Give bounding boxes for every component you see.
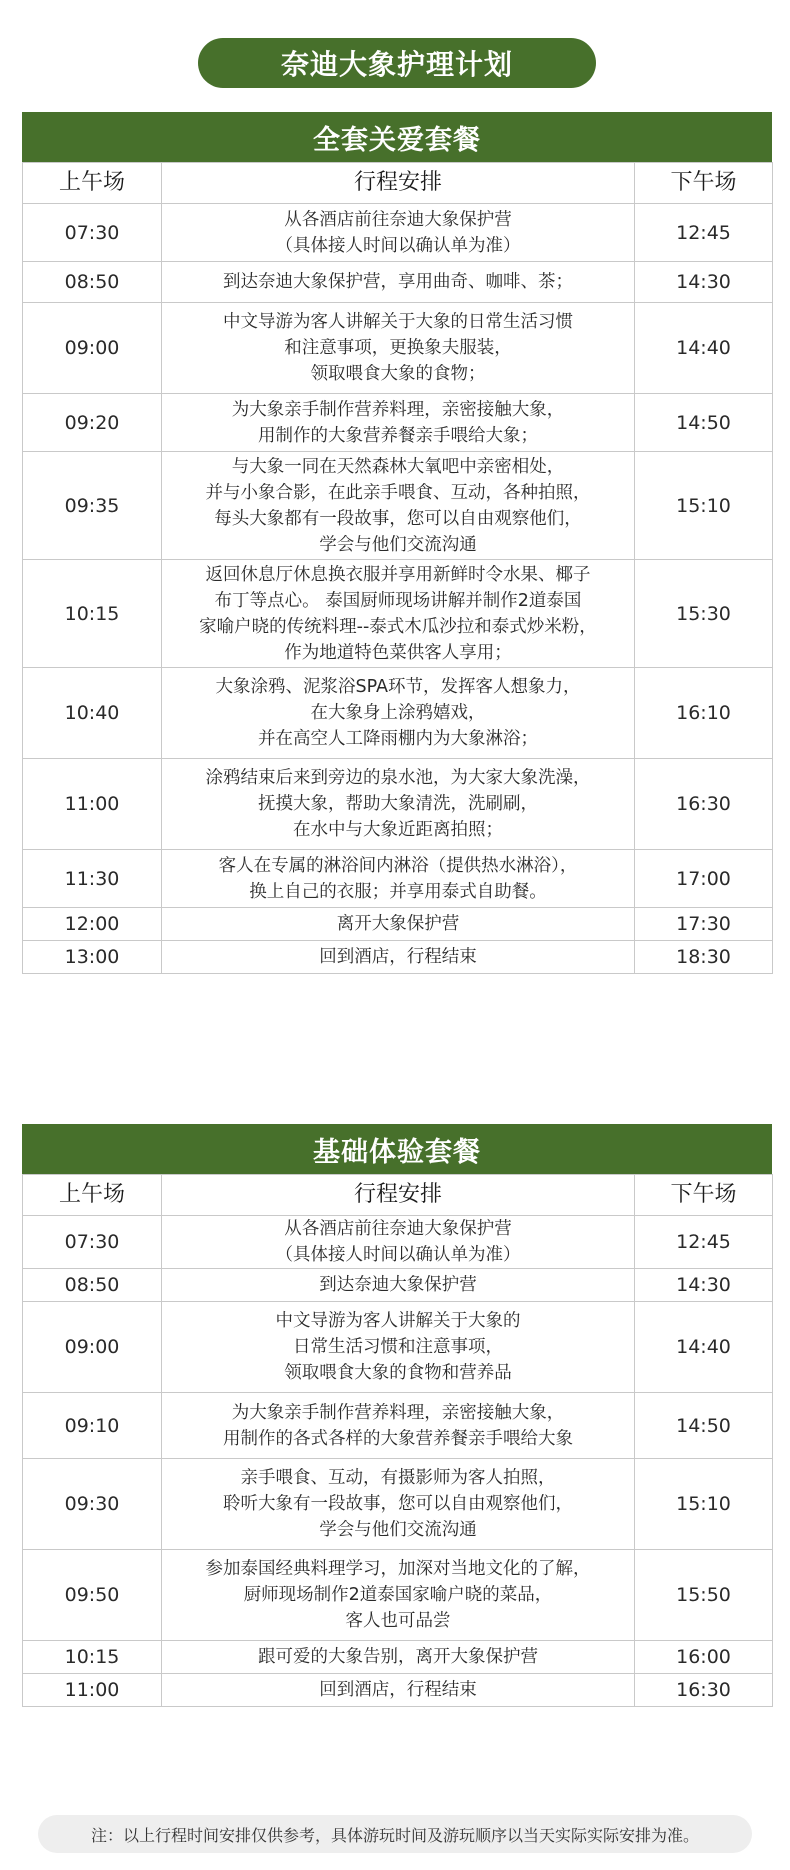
itinerary-text: 到达奈迪大象保护营 (162, 1269, 635, 1302)
am-time: 09:35 (23, 452, 162, 560)
table-row (23, 1216, 773, 1269)
pm-time: 15:30 (635, 560, 773, 668)
am-time: 12:00 (23, 908, 162, 941)
table-row (23, 262, 773, 303)
package-basic-experience (22, 1124, 772, 1707)
itinerary-text: 跟可爱的大象告别，离开大象保护营 (162, 1641, 635, 1674)
pm-time: 15:10 (635, 452, 773, 560)
am-time: 09:00 (23, 303, 162, 394)
package-title: 基础体验套餐 (22, 1124, 772, 1174)
itinerary-text: 中文导游为客人讲解关于大象的 日常生活习惯和注意事项， 领取喂食大象的食物和营养品 (162, 1302, 635, 1393)
pm-time: 14:40 (635, 303, 773, 394)
table-row (23, 1302, 773, 1393)
header-am: 上午场 (23, 1175, 162, 1216)
pm-time: 16:00 (635, 1641, 773, 1674)
schedule-table (22, 1174, 773, 1707)
header-am: 上午场 (23, 163, 162, 204)
am-time: 09:50 (23, 1550, 162, 1641)
table-row (23, 850, 773, 908)
table-row (23, 759, 773, 850)
pm-time: 16:10 (635, 668, 773, 759)
itinerary-text: 客人在专属的淋浴间内淋浴（提供热水淋浴）， 换上自己的衣服；并享用泰式自助餐。 (162, 850, 635, 908)
am-time: 09:10 (23, 1393, 162, 1459)
table-header-row (23, 163, 773, 204)
header-itinerary: 行程安排 (162, 163, 635, 204)
table-row (23, 908, 773, 941)
table-row (23, 941, 773, 974)
itinerary-text: 回到酒店，行程结束 (162, 1674, 635, 1707)
am-time: 11:00 (23, 1674, 162, 1707)
itinerary-text: 回到酒店，行程结束 (162, 941, 635, 974)
itinerary-text: 亲手喂食、互动，有摄影师为客人拍照， 聆听大象有一段故事，您可以自由观察他们， 学会与他们交流沟通 (162, 1459, 635, 1550)
itinerary-text: 离开大象保护营 (162, 908, 635, 941)
package-title: 全套关爱套餐 (22, 112, 772, 162)
table-header-row (23, 1175, 773, 1216)
table-row (23, 1674, 773, 1707)
pm-time: 15:10 (635, 1459, 773, 1550)
pm-time: 12:45 (635, 204, 773, 262)
pm-time: 17:30 (635, 908, 773, 941)
pm-time: 14:50 (635, 1393, 773, 1459)
itinerary-text: 为大象亲手制作营养料理，亲密接触大象， 用制作的各式各样的大象营养餐亲手喂给大象 (162, 1393, 635, 1459)
package-full-care (22, 112, 772, 974)
am-time: 13:00 (23, 941, 162, 974)
table-row (23, 1550, 773, 1641)
am-time: 09:30 (23, 1459, 162, 1550)
am-time: 10:40 (23, 668, 162, 759)
itinerary-text: 从各酒店前往奈迪大象保护营 （具体接人时间以确认单为准） (162, 1216, 635, 1269)
pm-time: 16:30 (635, 1674, 773, 1707)
footnote: 注：以上行程时间安排仅供参考，具体游玩时间及游玩顺序以当天实际实际安排为准。 (38, 1815, 752, 1853)
table-row (23, 1459, 773, 1550)
itinerary-text: 返回休息厅休息换衣服并享用新鲜时令水果、椰子 布丁等点心。 泰国厨师现场讲解并制作2道泰国 家喻户晓的传统料理--泰式木瓜沙拉和泰式炒米粉， 作为地道特色菜供客人享用； (162, 560, 635, 668)
header-itinerary: 行程安排 (162, 1175, 635, 1216)
itinerary-text: 从各酒店前往奈迪大象保护营 （具体接人时间以确认单为准） (162, 204, 635, 262)
table-row (23, 1269, 773, 1302)
itinerary-text: 大象涂鸦、泥浆浴SPA环节，发挥客人想象力， 在大象身上涂鸦嬉戏， 并在高空人工降雨棚内为大象淋浴； (162, 668, 635, 759)
am-time: 09:00 (23, 1302, 162, 1393)
am-time: 08:50 (23, 262, 162, 303)
itinerary-text: 涂鸦结束后来到旁边的泉水池，为大家大象洗澡， 抚摸大象，帮助大象清洗，洗刷刷， 在水中与大象近距离拍照； (162, 759, 635, 850)
itinerary-text: 中文导游为客人讲解关于大象的日常生活习惯 和注意事项，更换象夫服装， 领取喂食大象的食物； (162, 303, 635, 394)
header-pm: 下午场 (635, 1175, 773, 1216)
pm-time: 14:30 (635, 262, 773, 303)
am-time: 10:15 (23, 560, 162, 668)
header-pm: 下午场 (635, 163, 773, 204)
itinerary-text: 参加泰国经典料理学习，加深对当地文化的了解， 厨师现场制作2道泰国家喻户晓的菜品， 客人也可品尝 (162, 1550, 635, 1641)
table-row (23, 1393, 773, 1459)
itinerary-text: 为大象亲手制作营养料理，亲密接触大象， 用制作的大象营养餐亲手喂给大象； (162, 394, 635, 452)
table-row (23, 394, 773, 452)
pm-time: 14:50 (635, 394, 773, 452)
page-title: 奈迪大象护理计划 (198, 38, 596, 88)
am-time: 09:20 (23, 394, 162, 452)
am-time: 11:00 (23, 759, 162, 850)
table-row (23, 1641, 773, 1674)
table-row (23, 452, 773, 560)
schedule-table (22, 162, 773, 974)
pm-time: 18:30 (635, 941, 773, 974)
am-time: 07:30 (23, 1216, 162, 1269)
table-row (23, 303, 773, 394)
itinerary-text: 到达奈迪大象保护营，享用曲奇、咖啡、茶； (162, 262, 635, 303)
pm-time: 14:40 (635, 1302, 773, 1393)
pm-time: 17:00 (635, 850, 773, 908)
pm-time: 16:30 (635, 759, 773, 850)
pm-time: 14:30 (635, 1269, 773, 1302)
table-row (23, 668, 773, 759)
pm-time: 12:45 (635, 1216, 773, 1269)
am-time: 10:15 (23, 1641, 162, 1674)
table-row (23, 560, 773, 668)
am-time: 08:50 (23, 1269, 162, 1302)
itinerary-text: 与大象一同在天然森林大氧吧中亲密相处， 并与小象合影，在此亲手喂食、互动，各种拍照， 每头大象都有一段故事，您可以自由观察他们， 学会与他们交流沟通 (162, 452, 635, 560)
am-time: 11:30 (23, 850, 162, 908)
table-row (23, 204, 773, 262)
pm-time: 15:50 (635, 1550, 773, 1641)
am-time: 07:30 (23, 204, 162, 262)
